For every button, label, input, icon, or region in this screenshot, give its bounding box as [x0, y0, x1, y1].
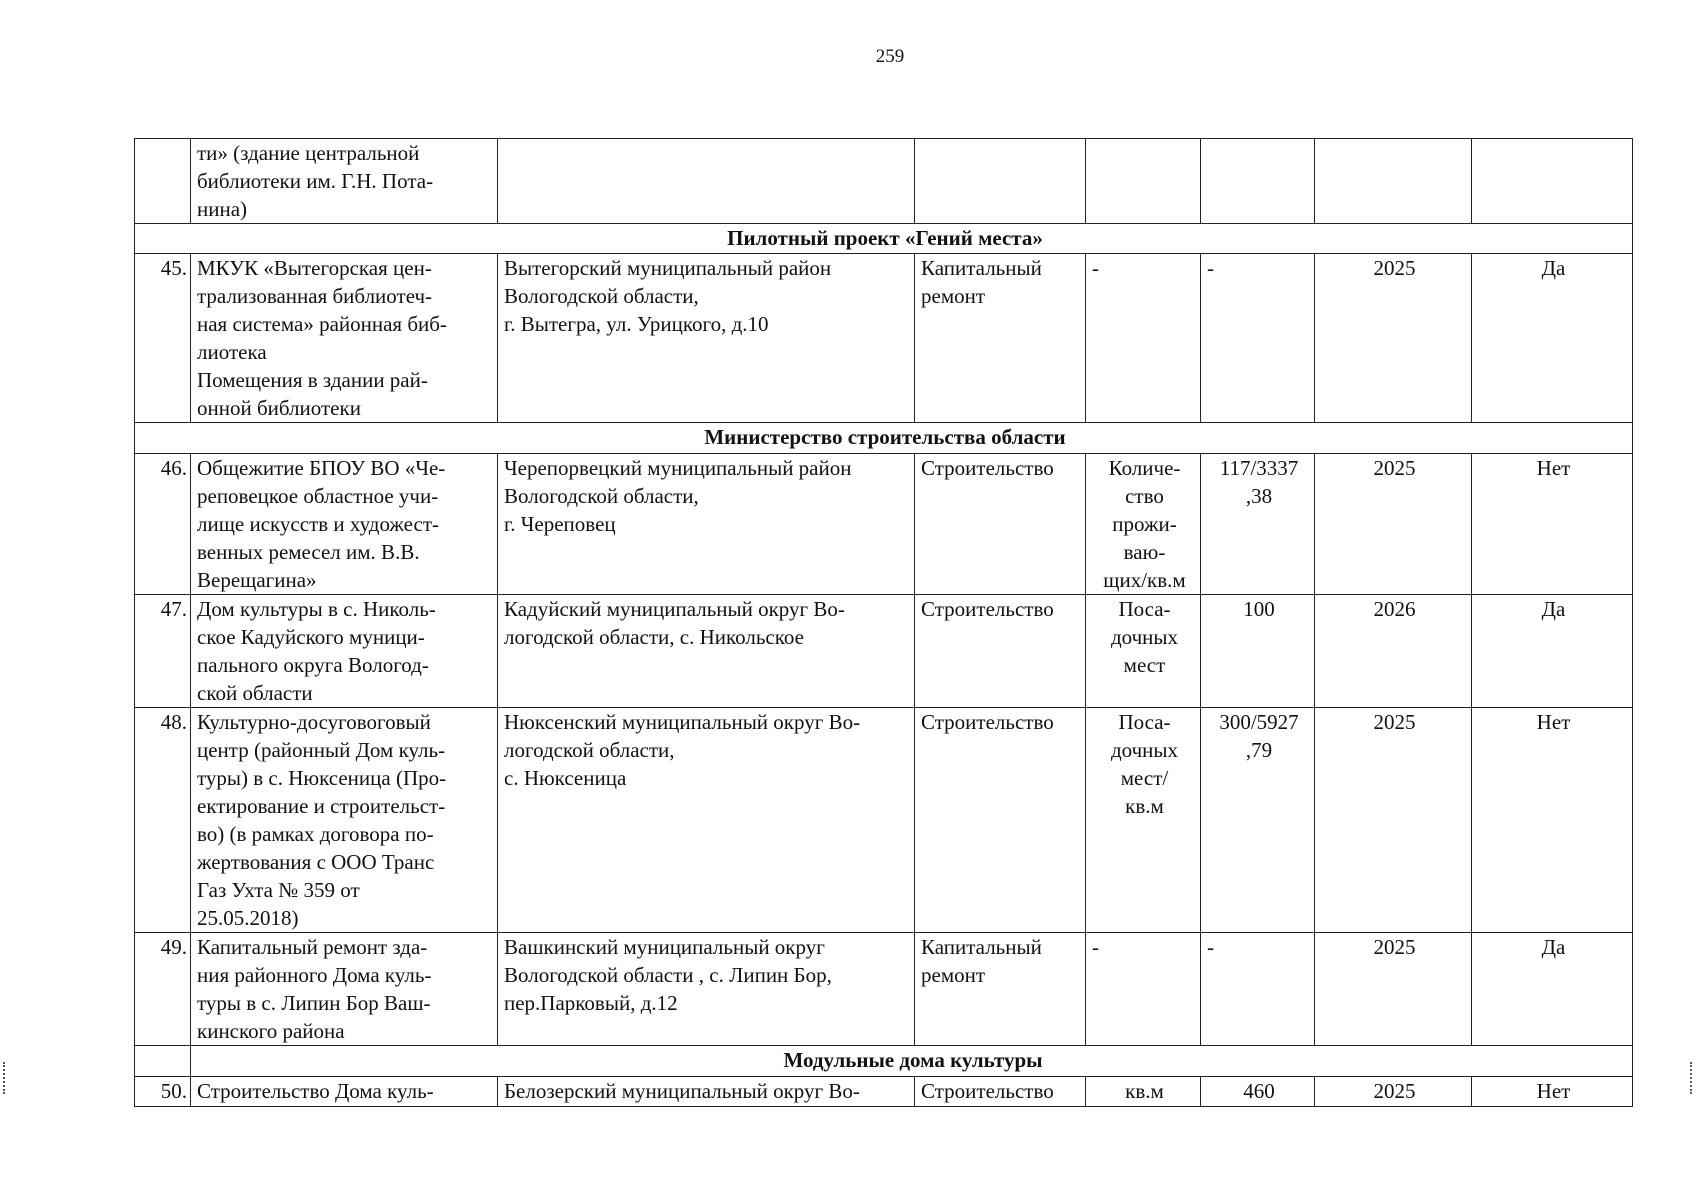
cell-num: [135, 139, 191, 224]
cell-flag: Да: [1472, 254, 1633, 423]
cell-work: Строительство: [915, 595, 1086, 708]
cell-unit: Поса- дочных мест: [1086, 595, 1201, 708]
section-header-row: [135, 1046, 1633, 1077]
section-header-row: [135, 423, 1633, 454]
cell-address: Нюксенский муниципальный округ Во- логодской области, с. Нюксеница: [498, 708, 915, 933]
cell-unit: -: [1086, 933, 1201, 1046]
left-margin-mark: [3, 1062, 7, 1094]
cell-num: 50.: [135, 1077, 191, 1107]
cell-work: Капитальный ремонт: [915, 933, 1086, 1046]
cell-unit: [1086, 139, 1201, 224]
cell-address: [498, 139, 915, 224]
cell-capacity: [1201, 139, 1315, 224]
table-row-47: [135, 595, 1633, 708]
cell-address: Вытегорский муниципальный район Вологодской области, г. Вытегра, ул. Урицкого, д.10: [498, 254, 915, 423]
cell-num: 47.: [135, 595, 191, 708]
cell-flag: Нет: [1472, 1077, 1633, 1107]
table-row-45: [135, 254, 1633, 423]
cell-name: Культурно-досуговоговый центр (районный Дом куль- туры) в с. Нюксеница (Про- ектирование и строительст- во) (в рамках договора по- жертвования с ООО Транс Газ Ухта № 359 от 25.05.2018): [191, 708, 498, 933]
cell-year: 2025: [1315, 1077, 1472, 1107]
cell-work: Строительство: [915, 454, 1086, 595]
cell-flag: Да: [1472, 933, 1633, 1046]
cell-work: Капитальный ремонт: [915, 254, 1086, 423]
cell-address: Вашкинский муниципальный округ Вологодской области , с. Липин Бор, пер.Парковый, д.12: [498, 933, 915, 1046]
cell-flag: Да: [1472, 595, 1633, 708]
cell-capacity: -: [1201, 254, 1315, 423]
cell-year: 2025: [1315, 933, 1472, 1046]
cell-unit: -: [1086, 254, 1201, 423]
cell-address: Кадуйский муниципальный округ Во- логодской области, с. Никольское: [498, 595, 915, 708]
cell-flag: Нет: [1472, 454, 1633, 595]
cell-work: [915, 139, 1086, 224]
cell-capacity: -: [1201, 933, 1315, 1046]
cell-num: 46.: [135, 454, 191, 595]
section-title: Пилотный проект «Гений места»: [135, 224, 1633, 254]
cell-name: Общежитие БПОУ ВО «Че- реповецкое областное учи- лище искусств и художест- венных ремесел им. В.В. Верещагина»: [191, 454, 498, 595]
cell-work: Строительство: [915, 1077, 1086, 1107]
cell-name: Дом культуры в с. Николь- ское Кадуйского муници- пального округа Вологод- ской области: [191, 595, 498, 708]
section-title: Министерство строительства области: [135, 423, 1633, 454]
table-row-46: [135, 454, 1633, 595]
cell-name: МКУК «Вытегорская цен- трализованная библиотеч- ная система» районная биб- лиотека Помещения в здании рай- онной библиотеки: [191, 254, 498, 423]
cell-flag: [1472, 139, 1633, 224]
cell-unit: Количе- ство прожи- ваю- щих/кв.м: [1086, 454, 1201, 595]
section-header-row: [135, 224, 1633, 254]
cell-flag: Нет: [1472, 708, 1633, 933]
cell-num: 49.: [135, 933, 191, 1046]
table-row-continuation: [135, 139, 1633, 224]
table-row-48: [135, 708, 1633, 933]
cell-year: 2025: [1315, 254, 1472, 423]
page-number: 259: [875, 46, 905, 67]
cell-work: Строительство: [915, 708, 1086, 933]
cell-year: [1315, 139, 1472, 224]
cell-name: Капитальный ремонт зда- ния районного Дома куль- туры в с. Липин Бор Ваш- кинского района: [191, 933, 498, 1046]
cell-year: 2025: [1315, 708, 1472, 933]
cell-num: [135, 1046, 191, 1077]
table-row-50: [135, 1077, 1633, 1107]
cell-capacity: 100: [1201, 595, 1315, 708]
cell-year: 2026: [1315, 595, 1472, 708]
table-row-49: [135, 933, 1633, 1046]
cell-name: ти» (здание центральной библиотеки им. Г.Н. Пота- нина): [191, 139, 498, 224]
cell-name: Строительство Дома куль-: [191, 1077, 498, 1107]
cell-address: Черепорвецкий муниципальный район Вологодской области, г. Череповец: [498, 454, 915, 595]
objects-table: [134, 138, 1633, 1107]
cell-capacity: 300/5927 ,79: [1201, 708, 1315, 933]
section-title: Модульные дома культуры: [191, 1046, 1633, 1077]
cell-num: 45.: [135, 254, 191, 423]
cell-capacity: 117/3337 ,38: [1201, 454, 1315, 595]
cell-address: Белозерский муниципальный округ Во-: [498, 1077, 915, 1107]
cell-num: 48.: [135, 708, 191, 933]
cell-unit: кв.м: [1086, 1077, 1201, 1107]
cell-capacity: 460: [1201, 1077, 1315, 1107]
cell-year: 2025: [1315, 454, 1472, 595]
cell-unit: Поса- дочных мест/ кв.м: [1086, 708, 1201, 933]
right-margin-mark: [1690, 1062, 1694, 1094]
